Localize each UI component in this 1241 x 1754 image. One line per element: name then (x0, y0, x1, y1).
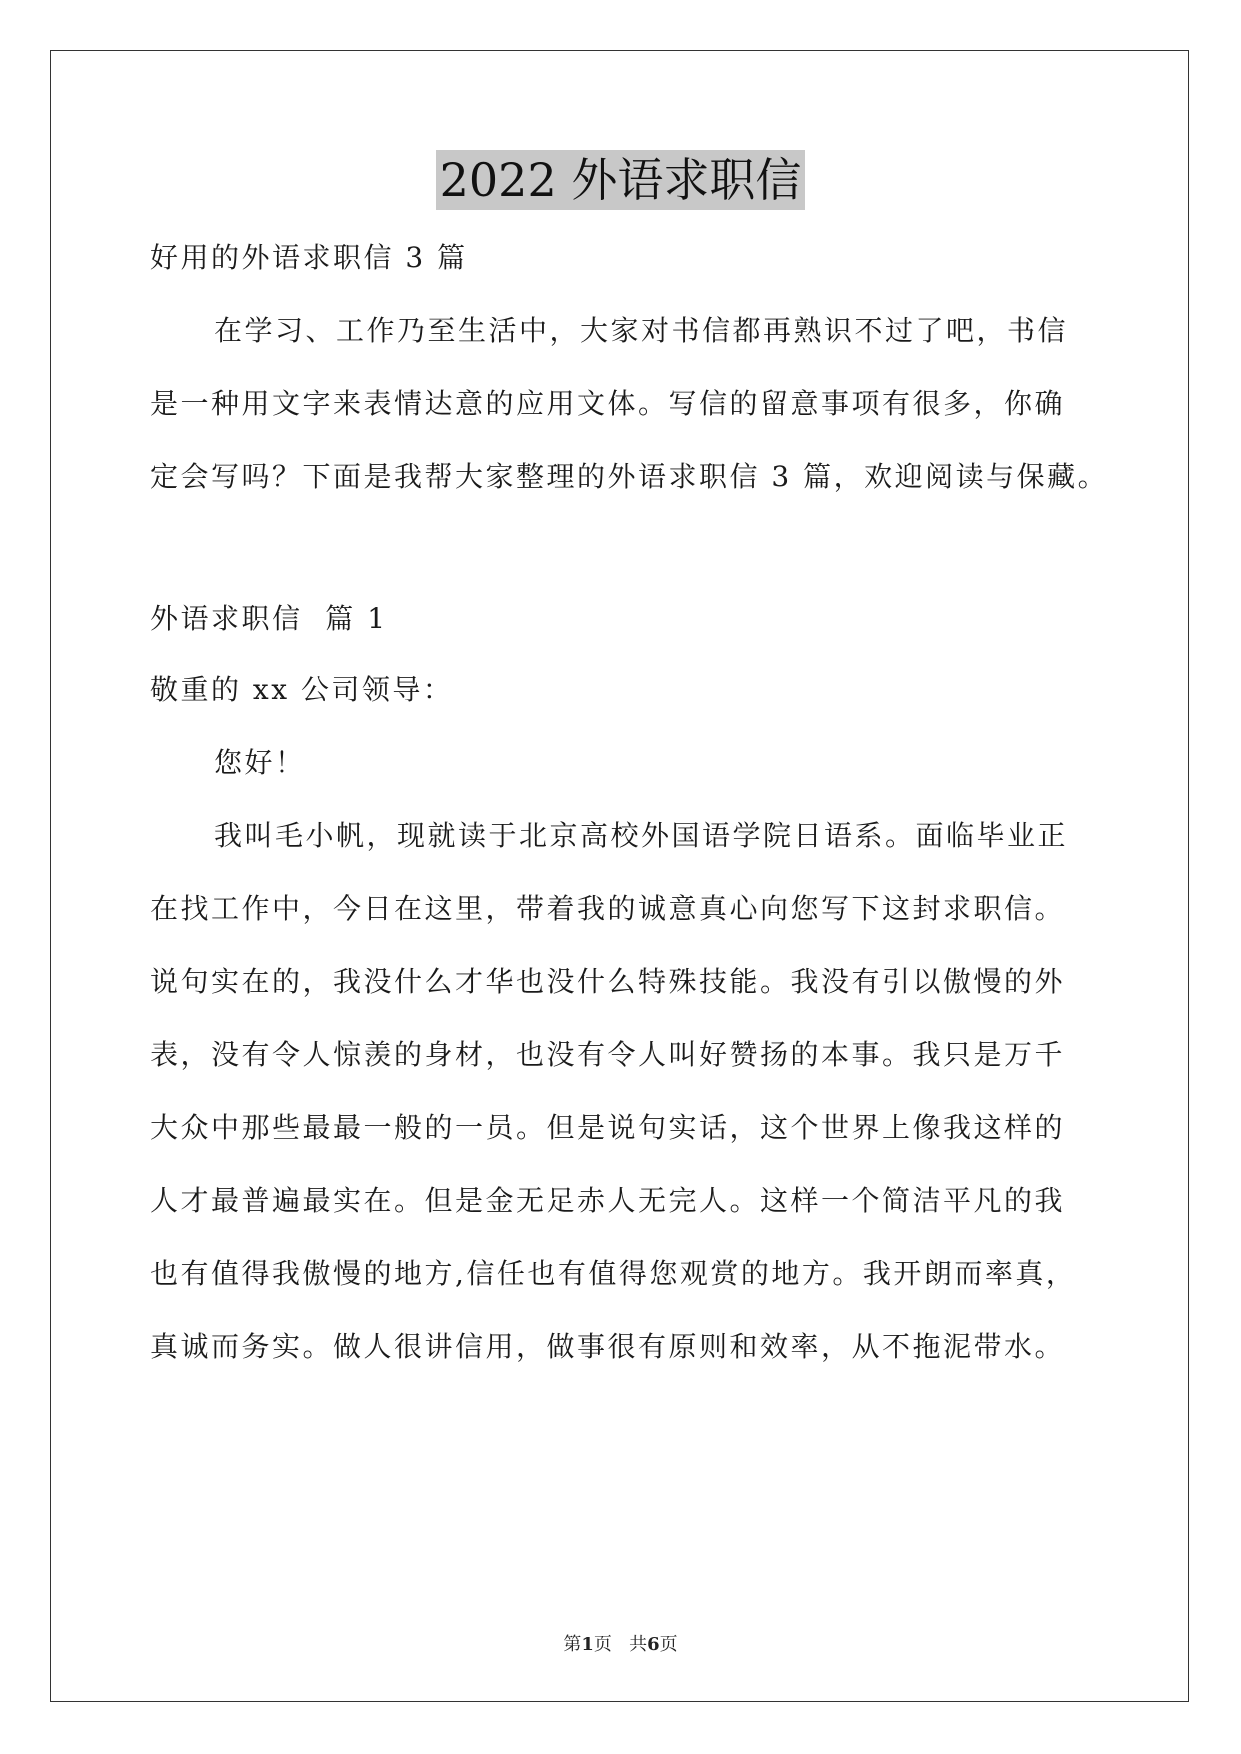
body-line-7: 也有值得我傲慢的地方,信任也有值得您观赏的地方。我开朗而率真， (150, 1257, 1077, 1290)
footer-mid: 页 共 (593, 1634, 648, 1655)
title-container (0, 150, 1241, 210)
intro-line-1: 在学习、工作乃至生活中，大家对书信都再熟识不过了吧，书信 (214, 314, 1069, 347)
greeting: 您好！ (214, 746, 306, 779)
footer-page-number: 1 (581, 1634, 594, 1655)
salutation: 敬重的 xx 公司领导： (150, 673, 454, 706)
page-border (50, 50, 1189, 1702)
intro-line-3: 定会写吗？下面是我帮大家整理的外语求职信 3 篇，欢迎阅读与保藏。 (150, 460, 1109, 493)
body-line-1: 我叫毛小帆，现就读于北京高校外国语学院日语系。面临毕业正 (214, 819, 1069, 852)
body-line-8: 真诚而务实。做人很讲信用，做事很有原则和效率，从不拖泥带水。 (150, 1330, 1066, 1363)
body-line-3: 说句实在的，我没什么才华也没什么特殊技能。我没有引以傲慢的外 (150, 965, 1066, 998)
page-footer (0, 1630, 1241, 1656)
body-line-6: 人才最普遍最实在。但是金无足赤人无完人。这样一个简洁平凡的我 (150, 1184, 1066, 1217)
intro-line-2: 是一种用文字来表情达意的应用文体。写信的留意事项有很多，你确 (150, 387, 1066, 420)
body-line-5: 大众中那些最最一般的一员。但是说句实话，这个世界上像我这样的 (150, 1111, 1066, 1144)
body-line-4: 表，没有令人惊羡的身材，也没有令人叫好赞扬的本事。我只是万千 (150, 1038, 1066, 1071)
section-heading: 外语求职信 篇 1 (150, 602, 388, 635)
body-line-2: 在找工作中，今日在这里，带着我的诚意真心向您写下这封求职信。 (150, 892, 1066, 925)
footer-suffix: 页 (659, 1634, 678, 1655)
document-title: 2022 外语求职信 (436, 150, 806, 210)
footer-page-total: 6 (647, 1634, 660, 1655)
document-subtitle: 好用的外语求职信 3 篇 (150, 241, 468, 274)
footer-prefix: 第 (563, 1634, 582, 1655)
